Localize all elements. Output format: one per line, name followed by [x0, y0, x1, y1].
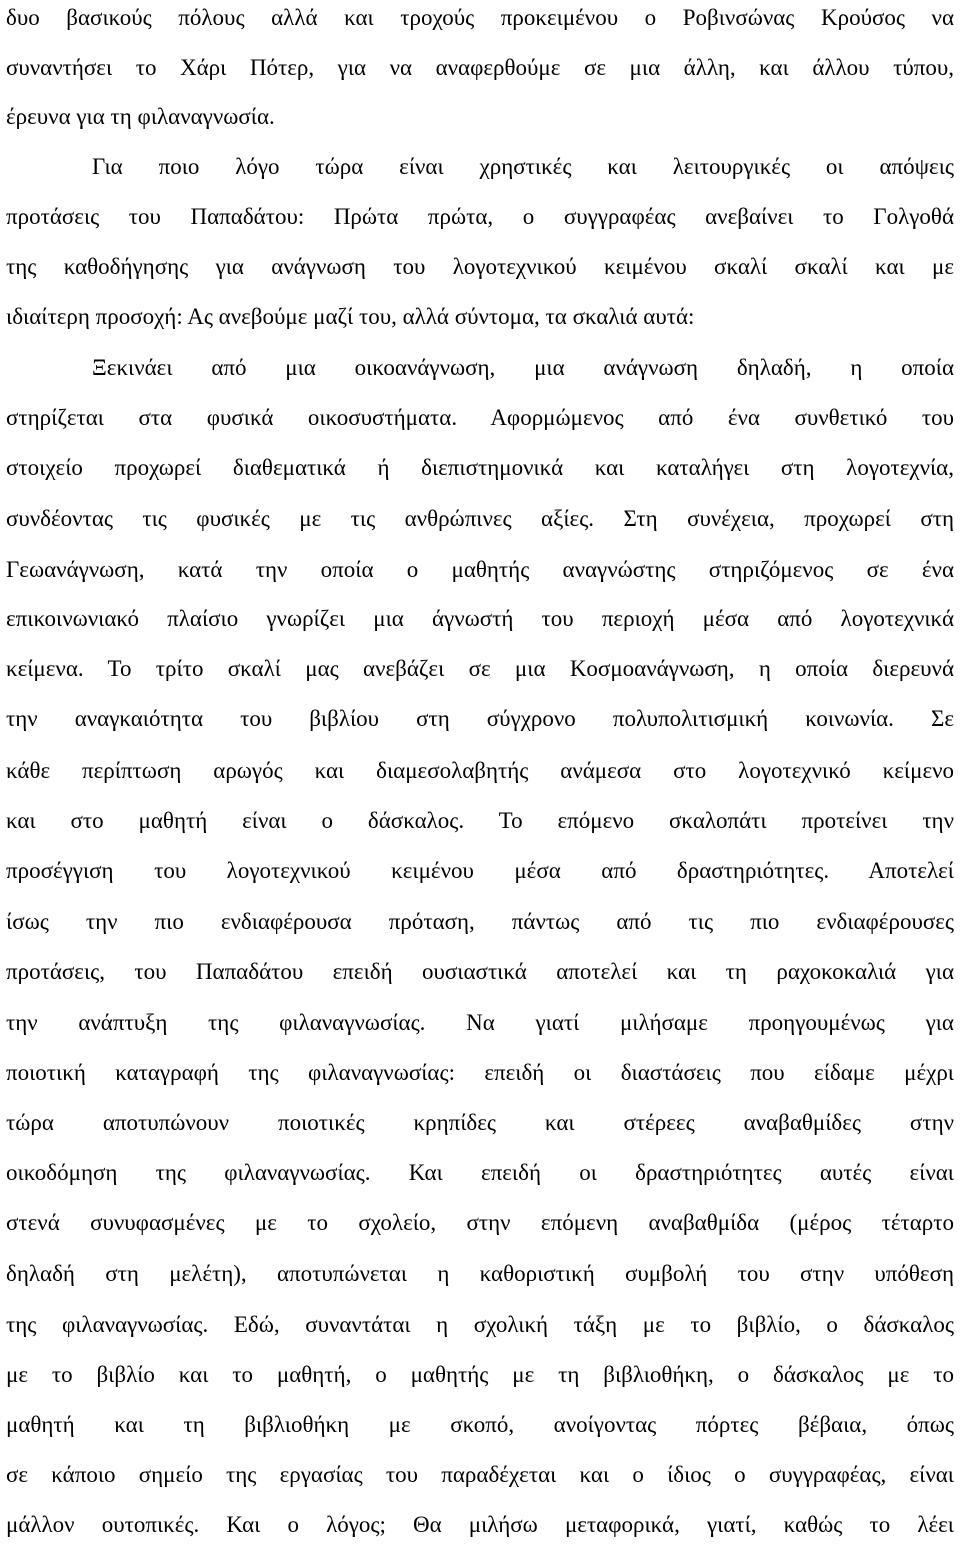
- text-line: συνδέοντας τις φυσικές με τις ανθρώπινες αξίες. Στη συνέχεια, προχωρεί στη: [6, 506, 954, 531]
- text-line: με το βιβλίο και το μαθητή, ο μαθητής με τη βιβλιοθήκη, ο δάσκαλος με το: [6, 1362, 954, 1387]
- text-line: Γεωανάγνωση, κατά την οποία ο μαθητής αναγνώστης στηριζόμενος σε ένα: [6, 557, 954, 582]
- text-line: μάλλον ουτοπικές. Και ο λόγος; Θα μιλήσω μεταφορικά, γιατί, καθώς το λέει: [6, 1512, 954, 1537]
- text-line: οικοδόμηση της φιλαναγνωσίας. Και επειδή οι δραστηριότητες αυτές είναι: [6, 1160, 954, 1185]
- text-line: στενά συνυφασμένες με το σχολείο, στην επόμενη αναβαθμίδα (μέρος τέταρτο: [6, 1210, 954, 1235]
- text-line: της φιλαναγνωσίας. Εδώ, συναντάται η σχολική τάξη με το βιβλίο, ο δάσκαλος: [6, 1312, 954, 1337]
- text-line: ιδιαίτερη προσοχή: Ας ανεβούμε μαζί του, αλλά σύντομα, τα σκαλιά αυτά:: [6, 304, 695, 329]
- text-line: την αναγκαιότητα του βιβλίου στη σύγχρονο πολυπολιτισμική κοινωνία. Σε: [6, 706, 954, 731]
- text-line: και στο μαθητή είναι ο δάσκαλος. Το επόμενο σκαλοπάτι προτείνει την: [6, 808, 954, 833]
- text-line: κάθε περίπτωση αρωγός και διαμεσολαβητής ανάμεσα στο λογοτεχνικό κείμενο: [6, 758, 954, 783]
- text-line: μαθητή και τη βιβλιοθήκη με σκοπό, ανοίγοντας πόρτες βέβαια, όπως: [6, 1412, 954, 1437]
- text-line: ίσως την πιο ενδιαφέρουσα πρόταση, πάντως από τις πιο ενδιαφέρουσες: [6, 909, 954, 934]
- text-line: επικοινωνιακό πλαίσιο γνωρίζει μια άγνωστή του περιοχή μέσα από λογοτεχνικά: [6, 606, 954, 631]
- text-line: Για ποιο λόγο τώρα είναι χρηστικές και λειτουργικές οι απόψεις: [92, 154, 954, 179]
- text-line: δυο βασικούς πόλους αλλά και τροχούς προκειμένου ο Ροβινσώνας Κρούσος να: [6, 5, 954, 30]
- text-line: στηρίζεται στα φυσικά οικοσυστήματα. Αφορμώμενος από ένα συνθετικό του: [6, 405, 954, 430]
- text-line: δηλαδή στη μελέτη), αποτυπώνεται η καθοριστική συμβολή του στην υπόθεση: [6, 1261, 954, 1286]
- text-line: τώρα αποτυπώνουν ποιοτικές κρηπίδες και στέρεες αναβαθμίδες στην: [6, 1110, 954, 1135]
- text-line: προτάσεις, του Παπαδάτου επειδή ουσιαστικά αποτελεί και τη ραχοκοκαλιά για: [6, 959, 954, 984]
- text-line: έρευνα για τη φιλαναγνωσία.: [6, 104, 275, 129]
- text-line: προτάσεις του Παπαδάτου: Πρώτα πρώτα, ο συγγραφέας ανεβαίνει το Γολγοθά: [6, 204, 954, 229]
- text-line: της καθοδήγησης για ανάγνωση του λογοτεχνικού κειμένου σκαλί σκαλί και με: [6, 254, 954, 279]
- text-line: στοιχείο προχωρεί διαθεματικά ή διεπιστημονικά και καταλήγει στη λογοτεχνία,: [6, 455, 954, 480]
- text-line: προσέγγιση του λογοτεχνικού κειμένου μέσα από δραστηριότητες. Αποτελεί: [6, 858, 954, 883]
- text-line: την ανάπτυξη της φιλαναγνωσίας. Να γιατί μιλήσαμε προηγουμένως για: [6, 1010, 954, 1035]
- text-line: ποιοτική καταγραφή της φιλαναγνωσίας: επειδή οι διαστάσεις που είδαμε μέχρι: [6, 1060, 954, 1085]
- text-line: συναντήσει το Χάρι Πότερ, για να αναφερθούμε σε μια άλλη, και άλλου τύπου,: [6, 55, 954, 80]
- text-line: σε κάποιο σημείο της εργασίας του παραδέχεται και ο ίδιος ο συγγραφέας, είναι: [6, 1462, 954, 1487]
- text-line: Ξεκινάει από μια οικοανάγνωση, μια ανάγνωση δηλαδή, η οποία: [92, 355, 954, 380]
- text-line: κείμενα. Το τρίτο σκαλί μας ανεβάζει σε μια Κοσμοανάγνωση, η οποία διερευνά: [6, 656, 954, 681]
